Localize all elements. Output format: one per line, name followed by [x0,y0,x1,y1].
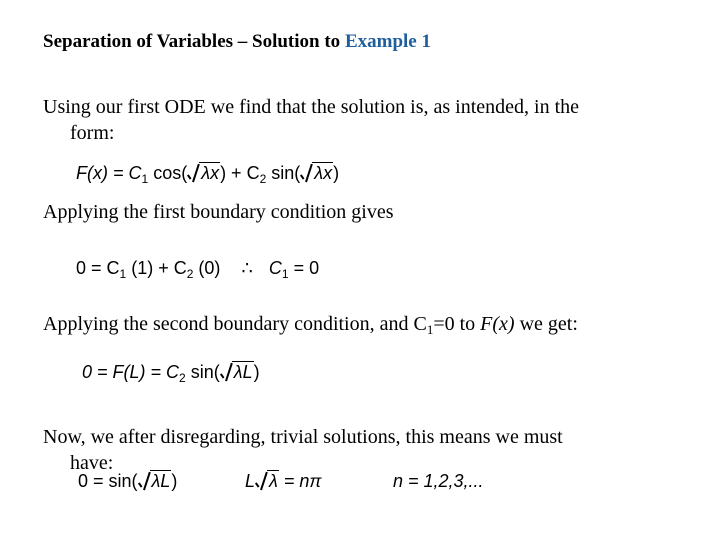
eq-text: F(x) = C [76,163,142,183]
eq-subscript: 1 [141,172,149,186]
eq-text: λx [201,163,220,183]
example-link[interactable]: Example 1 [344,31,431,52]
slide-title [43,31,431,53]
paragraph-text: Applying the first boundary condition gives [43,201,394,223]
paragraph-conclusion [43,424,563,476]
therefore-symbol: ∴ [241,258,253,278]
eq-text: λL [233,362,253,382]
eq-text: 0 = F(L) = C [82,362,180,382]
equation-eigen-middle [245,471,321,492]
eq-text: = nπ [278,471,322,491]
eq-text: 0 = sin( [78,471,138,491]
equation-eigen-left [78,471,177,492]
eq-subscript: 1 [119,267,127,281]
paragraph-second-bc [43,311,578,339]
eq-text: sin( [185,362,220,382]
eq-text: 0 = C [76,258,120,278]
eq-text: λx [314,163,333,183]
sqrt-symbol [139,471,172,492]
sqrt-symbol [188,163,220,184]
title-prefix: Separation of Variables – Solution to [43,31,345,52]
eq-text: (1) + C [126,258,187,278]
paragraph-italic: F(x) [480,313,515,335]
eq-subscript: 1 [281,267,289,281]
eq-text: ) [171,471,178,491]
eq-text: ) [253,362,260,382]
eq-text: λ [269,471,278,491]
eq-text: sin( [266,163,301,183]
eq-text: λL [151,471,171,491]
eq-text: ) + C [220,163,260,183]
eq-text: C [268,258,282,278]
eq-text: (0) [193,258,221,278]
paragraph-text: Applying the second boundary condition, and C [43,313,427,335]
paragraph-first-bc [43,199,394,225]
paragraph-text: Now, we after disregarding, trivial solutions, this means we must [43,426,563,448]
eq-text: cos( [148,163,188,183]
eq-text: L [245,471,256,491]
eq-text: ) [333,163,340,183]
equation-general-solution [76,163,339,184]
paragraph-text: have: [70,452,114,474]
paragraph-text: form: [70,122,115,144]
sqrt-symbol [221,362,254,383]
equation-eigen-right [393,471,484,492]
eq-subscript: 2 [259,172,267,186]
paragraph-text: =0 to [433,313,481,335]
paragraph-solution-form [43,94,579,146]
eq-subscript: 2 [179,371,186,385]
sqrt-symbol [256,471,279,492]
sqrt-symbol [301,163,333,184]
eq-text: = 0 [288,258,320,278]
equation-second-bc [82,362,260,383]
equation-first-bc [76,258,319,279]
eq-subscript: 2 [186,267,194,281]
paragraph-text: Using our first ODE we find that the solution is, as intended, in the [43,96,580,118]
paragraph-text: we get: [514,313,578,335]
eq-text: n = 1,2,3,... [393,471,484,491]
paragraph-subscript: 1 [426,322,434,337]
